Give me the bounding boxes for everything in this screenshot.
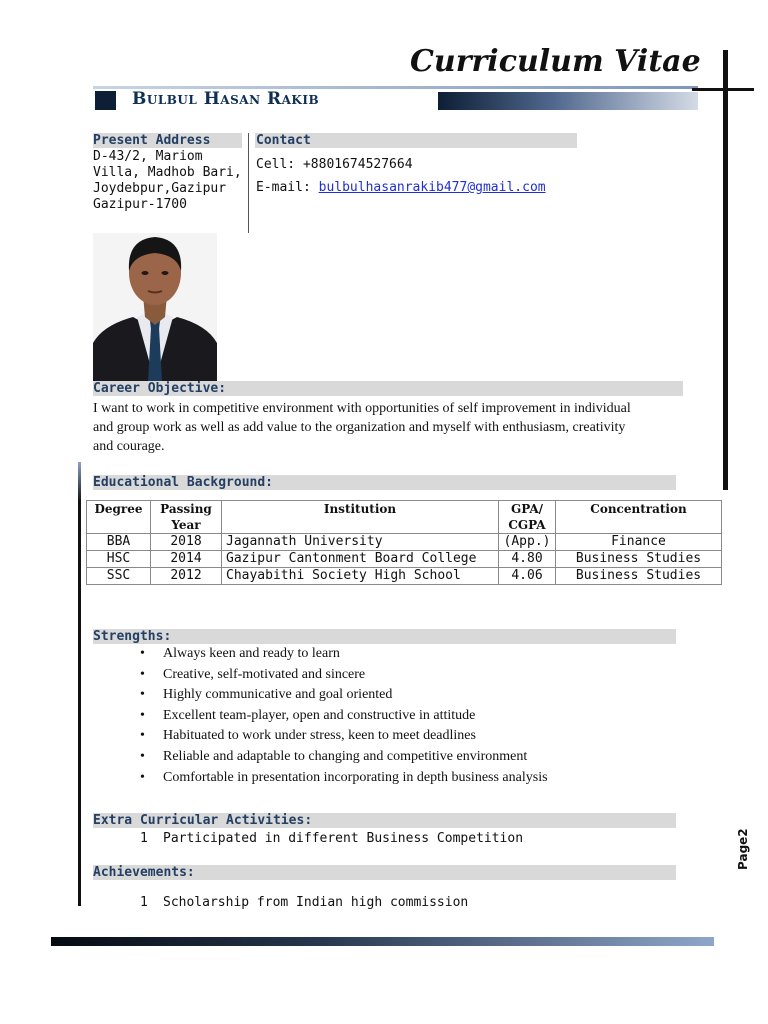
bullet-icon: • <box>140 646 145 661</box>
degree-cell: SSC <box>87 568 151 585</box>
right-vertical-rule <box>723 50 728 490</box>
table-row <box>87 534 722 551</box>
list-item <box>140 665 548 686</box>
strength-text: Reliable and adaptable to changing and competitive environment <box>163 748 528 764</box>
address-line: Villa, Madhob Bari, <box>93 165 242 180</box>
bullet-icon: • <box>140 707 145 723</box>
footer-gradient-bar <box>51 937 714 946</box>
candidate-name: Bulbul Hasan Rakib <box>132 89 320 109</box>
career-line: and group work as well as add value to the organization and myself with enthusiasm, creativity <box>93 420 626 435</box>
list-item <box>140 726 548 747</box>
contact-email-row <box>256 180 546 195</box>
address-line: Joydebpur,Gazipur <box>93 181 227 196</box>
column-header: Degree <box>87 501 151 534</box>
gpa-cell: (App.) <box>499 534 556 551</box>
strength-text: Comfortable in presentation incorporating in depth business analysis <box>163 769 548 785</box>
concentration-cell: Business Studies <box>556 568 722 585</box>
bullet-icon: • <box>140 728 145 744</box>
address-line: D-43/2, Mariom <box>93 149 203 164</box>
list-item <box>140 747 548 768</box>
email-link[interactable]: bulbulhasanrakib477@gmail.com <box>318 180 546 195</box>
column-header: Institution <box>222 501 499 534</box>
concentration-cell: Business Studies <box>556 551 722 568</box>
degree-cell: BBA <box>87 534 151 551</box>
bullet-icon: • <box>140 666 145 682</box>
extra-heading: Extra Curricular Activities: <box>93 813 313 828</box>
title-cross-rule <box>692 88 754 91</box>
concentration-cell: Finance <box>556 534 722 551</box>
career-line: I want to work in competitive environment with opportunities of self improvement in individual <box>93 401 631 416</box>
name-marker <box>95 91 116 110</box>
strengths-heading: Strengths: <box>93 629 172 644</box>
column-header: Passing Year <box>151 501 222 534</box>
career-line: and courage. <box>93 439 165 454</box>
name-gradient-bar <box>438 92 698 110</box>
year-cell: 2014 <box>151 551 222 568</box>
strength-text: Excellent team-player, open and constructive in attitude <box>163 707 476 723</box>
document-title: Curriculum Vitae <box>410 44 701 79</box>
education-table <box>86 500 722 585</box>
list-item <box>140 644 548 665</box>
profile-photo <box>93 233 217 382</box>
strength-text: Creative, self-motivated and sincere <box>163 666 366 682</box>
year-cell: 2018 <box>151 534 222 551</box>
list-item <box>140 768 548 789</box>
strength-text: Highly communicative and goal oriented <box>163 687 393 703</box>
extra-number: 1 <box>140 831 148 846</box>
address-line: Gazipur-1700 <box>93 197 187 212</box>
left-rule-gradient <box>78 462 81 502</box>
achievement-number: 1 <box>140 895 148 910</box>
strengths-heading-bg <box>93 629 676 644</box>
strengths-list <box>140 644 548 788</box>
column-header: Concentration <box>556 501 722 534</box>
achievements-heading: Achievements: <box>93 865 195 880</box>
portrait-image <box>93 233 217 382</box>
degree-cell: HSC <box>87 551 151 568</box>
contact-cell: Cell: +8801674527664 <box>256 157 413 172</box>
left-vertical-rule <box>78 462 81 906</box>
strength-text: Always keen and ready to learn <box>163 646 340 661</box>
address-heading: Present Address <box>93 133 211 148</box>
email-label: E-mail: <box>256 180 319 195</box>
list-item <box>140 685 548 706</box>
year-cell: 2012 <box>151 568 222 585</box>
table-row <box>87 551 722 568</box>
institution-cell: Jagannath University <box>222 534 499 551</box>
institution-cell: Chayabithi Society High School <box>222 568 499 585</box>
institution-cell: Gazipur Cantonment Board College <box>222 551 499 568</box>
column-divider <box>248 133 249 233</box>
table-header-row <box>87 501 722 534</box>
bullet-icon: • <box>140 687 145 703</box>
strength-text: Habituated to work under stress, keen to meet deadlines <box>163 728 476 744</box>
table-row <box>87 568 722 585</box>
bullet-icon: • <box>140 748 145 764</box>
career-text <box>93 399 631 456</box>
page-number: Page2 <box>736 828 750 870</box>
achievement-text: Scholarship from Indian high commission <box>163 895 469 910</box>
contact-heading: Contact <box>256 133 311 148</box>
extra-text: Participated in different Business Competition <box>163 831 524 846</box>
career-heading: Career Objective: <box>93 381 227 396</box>
education-heading: Educational Background: <box>93 475 274 490</box>
bullet-icon: • <box>140 769 145 785</box>
gpa-cell: 4.80 <box>499 551 556 568</box>
list-item <box>140 706 548 727</box>
gpa-cell: 4.06 <box>499 568 556 585</box>
column-header: GPA/ CGPA <box>499 501 556 534</box>
